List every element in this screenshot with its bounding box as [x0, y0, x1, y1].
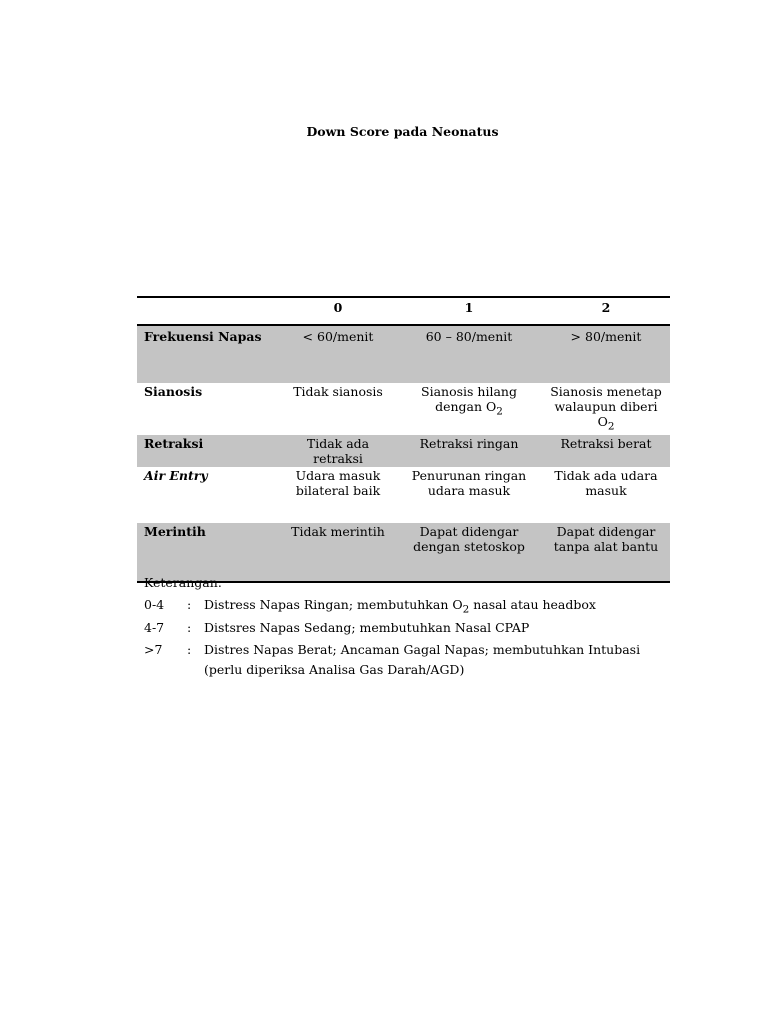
table-row	[137, 325, 670, 383]
table-row	[137, 383, 670, 435]
table-cell: < 60/menit	[280, 325, 396, 383]
row-label-air-entry: Air Entry	[144, 467, 208, 483]
table-cell	[542, 383, 670, 435]
legend-description	[204, 596, 596, 619]
table-cell	[396, 383, 542, 435]
table-cell: > 80/menit	[542, 325, 670, 383]
table-cell: 60 – 80/menit	[396, 325, 542, 383]
legend-description	[204, 619, 529, 642]
header-cell-score-1: 1	[396, 297, 542, 325]
down-score-table	[137, 296, 670, 583]
row-label-frekuensi-napas: Frekuensi Napas	[137, 325, 280, 383]
legend-text: Distress Napas Ringan; membutuhkan O	[204, 597, 463, 612]
header-cell-criteria	[137, 297, 280, 325]
table-cell: Tidak ada udara masuk	[554, 467, 658, 498]
legend-range: 4-7	[144, 619, 165, 635]
legend-range: 0-4	[144, 597, 165, 612]
row-label-sianosis: Sianosis	[144, 384, 203, 399]
row-label-retraksi: Retraksi	[137, 435, 280, 467]
table-cell: Dapat didengar tanpa alat bantu	[542, 523, 670, 582]
cell-text: Sianosis hilang dengan O	[421, 384, 517, 414]
legend-text: nasal atau headbox	[469, 597, 596, 612]
table-cell: Udara masuk bilateral baik	[295, 467, 381, 498]
table-cell: Dapat didengar dengan stetoskop	[396, 523, 542, 582]
legend	[144, 574, 640, 686]
legend-description	[204, 641, 640, 664]
table-cell: Tidak ada retraksi	[280, 435, 396, 467]
table-cell: Tidak merintih	[280, 523, 396, 582]
legend-colon: :	[187, 597, 192, 612]
page-title: Down Score pada Neonatus	[306, 124, 499, 139]
table-row	[137, 467, 670, 523]
table-row	[137, 523, 670, 582]
subscript: 2	[462, 603, 470, 616]
table-header-row	[137, 297, 670, 325]
header-cell-score-0: 0	[280, 297, 396, 325]
legend-text: Distsres Napas Sedang; membutuhkan Nasal CPAP	[204, 619, 530, 635]
legend-item	[144, 619, 640, 642]
cell-text: Sianosis menetap walaupun diberi O	[550, 384, 662, 429]
legend-heading: Keterangan:	[144, 575, 223, 590]
legend-colon: :	[187, 642, 192, 657]
table-cell: Retraksi berat	[542, 435, 670, 467]
table-cell: Tidak sianosis	[293, 384, 383, 399]
table-row	[137, 435, 670, 467]
legend-note: (perlu diperiksa Analisa Gas Darah/AGD)	[204, 661, 465, 677]
header-cell-score-2: 2	[542, 297, 670, 325]
legend-range: >7	[144, 642, 163, 657]
legend-item	[144, 596, 640, 619]
subscript: 2	[496, 405, 503, 418]
legend-colon: :	[187, 619, 192, 635]
legend-item	[144, 641, 640, 664]
row-label-merintih: Merintih	[137, 523, 280, 582]
table-cell: Retraksi ringan	[396, 435, 542, 467]
subscript: 2	[607, 420, 615, 433]
legend-text: Distres Napas Berat; Ancaman Gagal Napas; membutuhkan Intubasi	[204, 642, 641, 657]
table-cell: Penurunan ringan udara masuk	[411, 467, 527, 498]
